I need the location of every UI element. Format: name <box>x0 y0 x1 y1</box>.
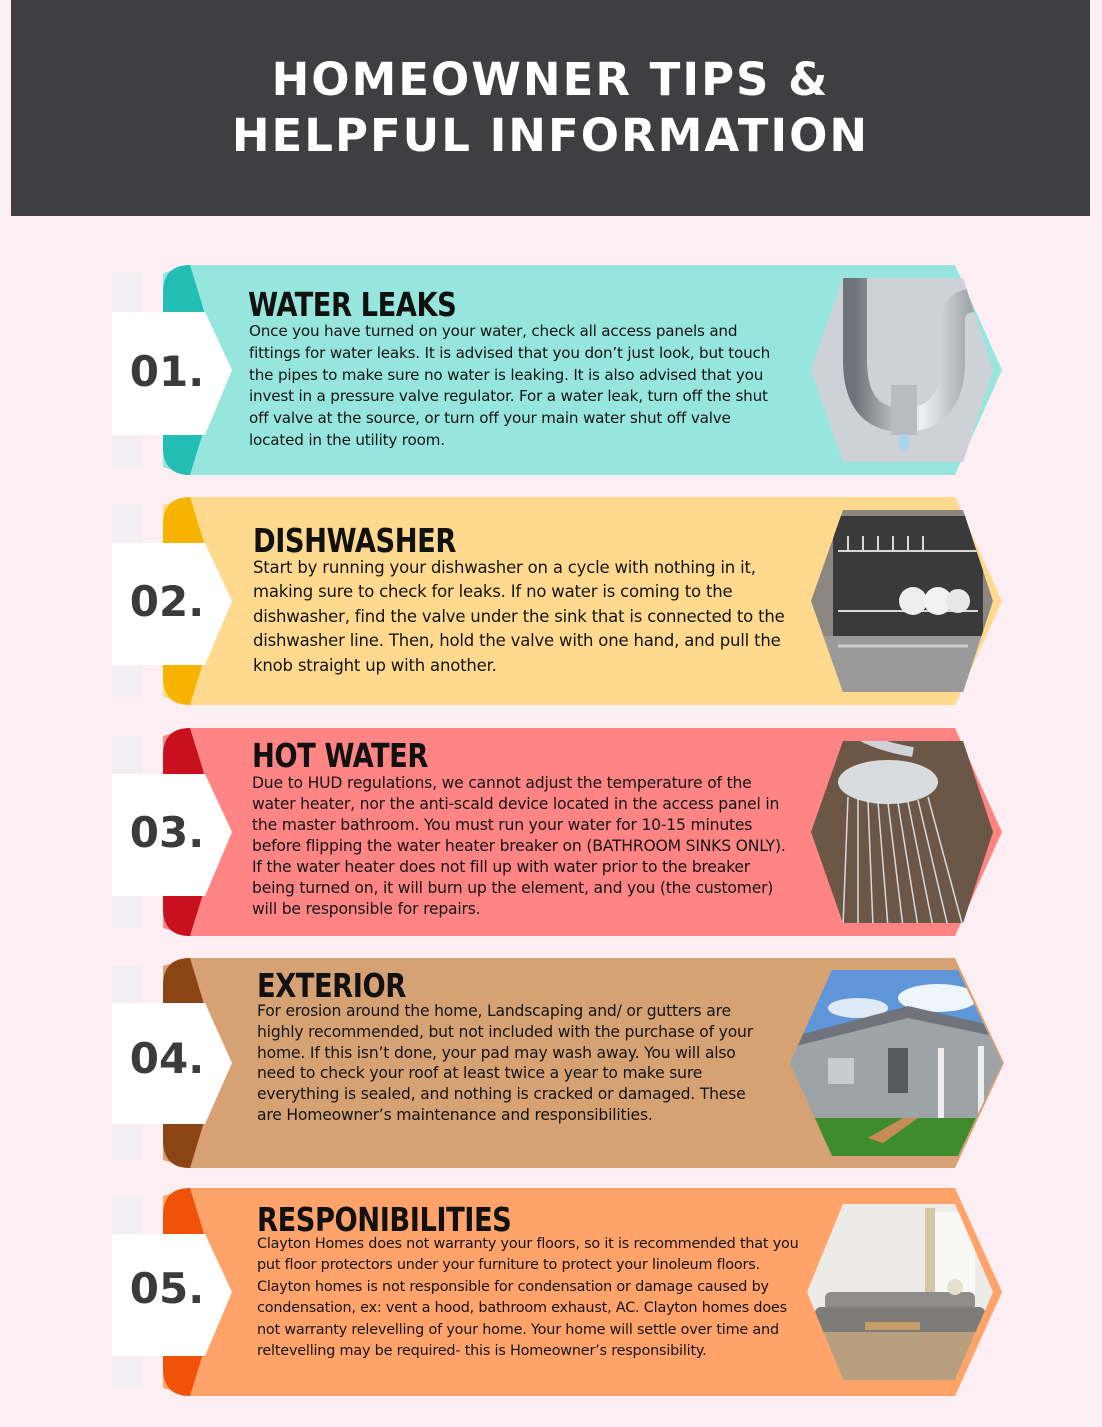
tip-body: Clayton Homes does not warranty your floors, so it is recommended that you put floor protectors under your furniture to protect your linoleum floors. Clayton homes is not responsible for condensation or damage caused by condensation, ex: vent a hood, bathroom exhaust, AC. Clayton homes does not warranty relevelling of your home. Your home will settle over time and reltevelling may be required- this is Homeowner’s responsibility. <box>257 1236 799 1360</box>
tip-card-responsibilities <box>0 1188 1102 1396</box>
page-title <box>232 52 869 164</box>
tip-card-dishwasher <box>0 497 1102 705</box>
tip-title: HOT WATER <box>252 736 428 775</box>
tip-title: WATER LEAKS <box>248 285 457 324</box>
tip-title: EXTERIOR <box>257 966 406 1005</box>
page-title-line2: HELPFUL INFORMATION <box>231 109 870 162</box>
tip-title: RESPONIBILITIES <box>257 1200 512 1239</box>
dishwasher-icon <box>803 506 1003 696</box>
tip-body: For erosion around the home, Landscaping and/ or gutters are highly recommended, but not included with the purchase of your home. If this isn’t done, your pad may wash away. You will also need to check your roof at least twice a year to make sure everything is sealed, and nothing is cracked or damaged. These are Homeowner’s maintenance and responsibilities. <box>257 1002 753 1124</box>
tip-number: 05. <box>129 1264 205 1313</box>
page-header <box>11 0 1090 216</box>
tip-card-hot-water <box>0 728 1102 936</box>
tip-number: 04. <box>129 1034 205 1083</box>
tip-number: 02. <box>129 577 205 626</box>
tip-body: Due to HUD regulations, we cannot adjust the temperature of the water heater, nor the anti-scald device located in the access panel in the master bathroom. You must run your water for 10-15 minutes before flipping the water heater breaker on (BATHROOM SINKS ONLY). If the water heater does not fill up with water prior to the breaker being turned on, it will burn up the element, and you (the customer) will be responsible for repairs. <box>252 774 786 918</box>
tip-body: Start by running your dishwasher on a cycle with nothing in it, making sure to check for leaks. If no water is coming to the dishwasher, find the valve under the sink that is connected to the dishwasher line. Then, hold the valve with one hand, and pull the knob straight up with another. <box>253 558 785 675</box>
tip-body: Once you have turned on your water, check all access panels and fittings for water leaks. It is advised that you don’t just look, but touch the pipes to make sure no water is leaking. It is also advised that you invest in a pressure valve regulator. For a water leak, turn off the shut off valve at the source, or turn off your main water shut off valve located in the utility room. <box>249 322 771 449</box>
tip-card-water-leaks <box>0 265 1102 475</box>
page-title-line1: HOMEOWNER TIPS & <box>271 53 830 106</box>
tip-number: 03. <box>129 808 205 857</box>
tip-card-exterior <box>0 958 1102 1168</box>
tip-title: DISHWASHER <box>253 521 456 560</box>
house-icon <box>788 968 1003 1158</box>
living-room-icon <box>805 1202 995 1382</box>
pipe-icon <box>803 270 1003 470</box>
tip-number: 01. <box>129 347 205 396</box>
shower-icon <box>803 737 1003 927</box>
